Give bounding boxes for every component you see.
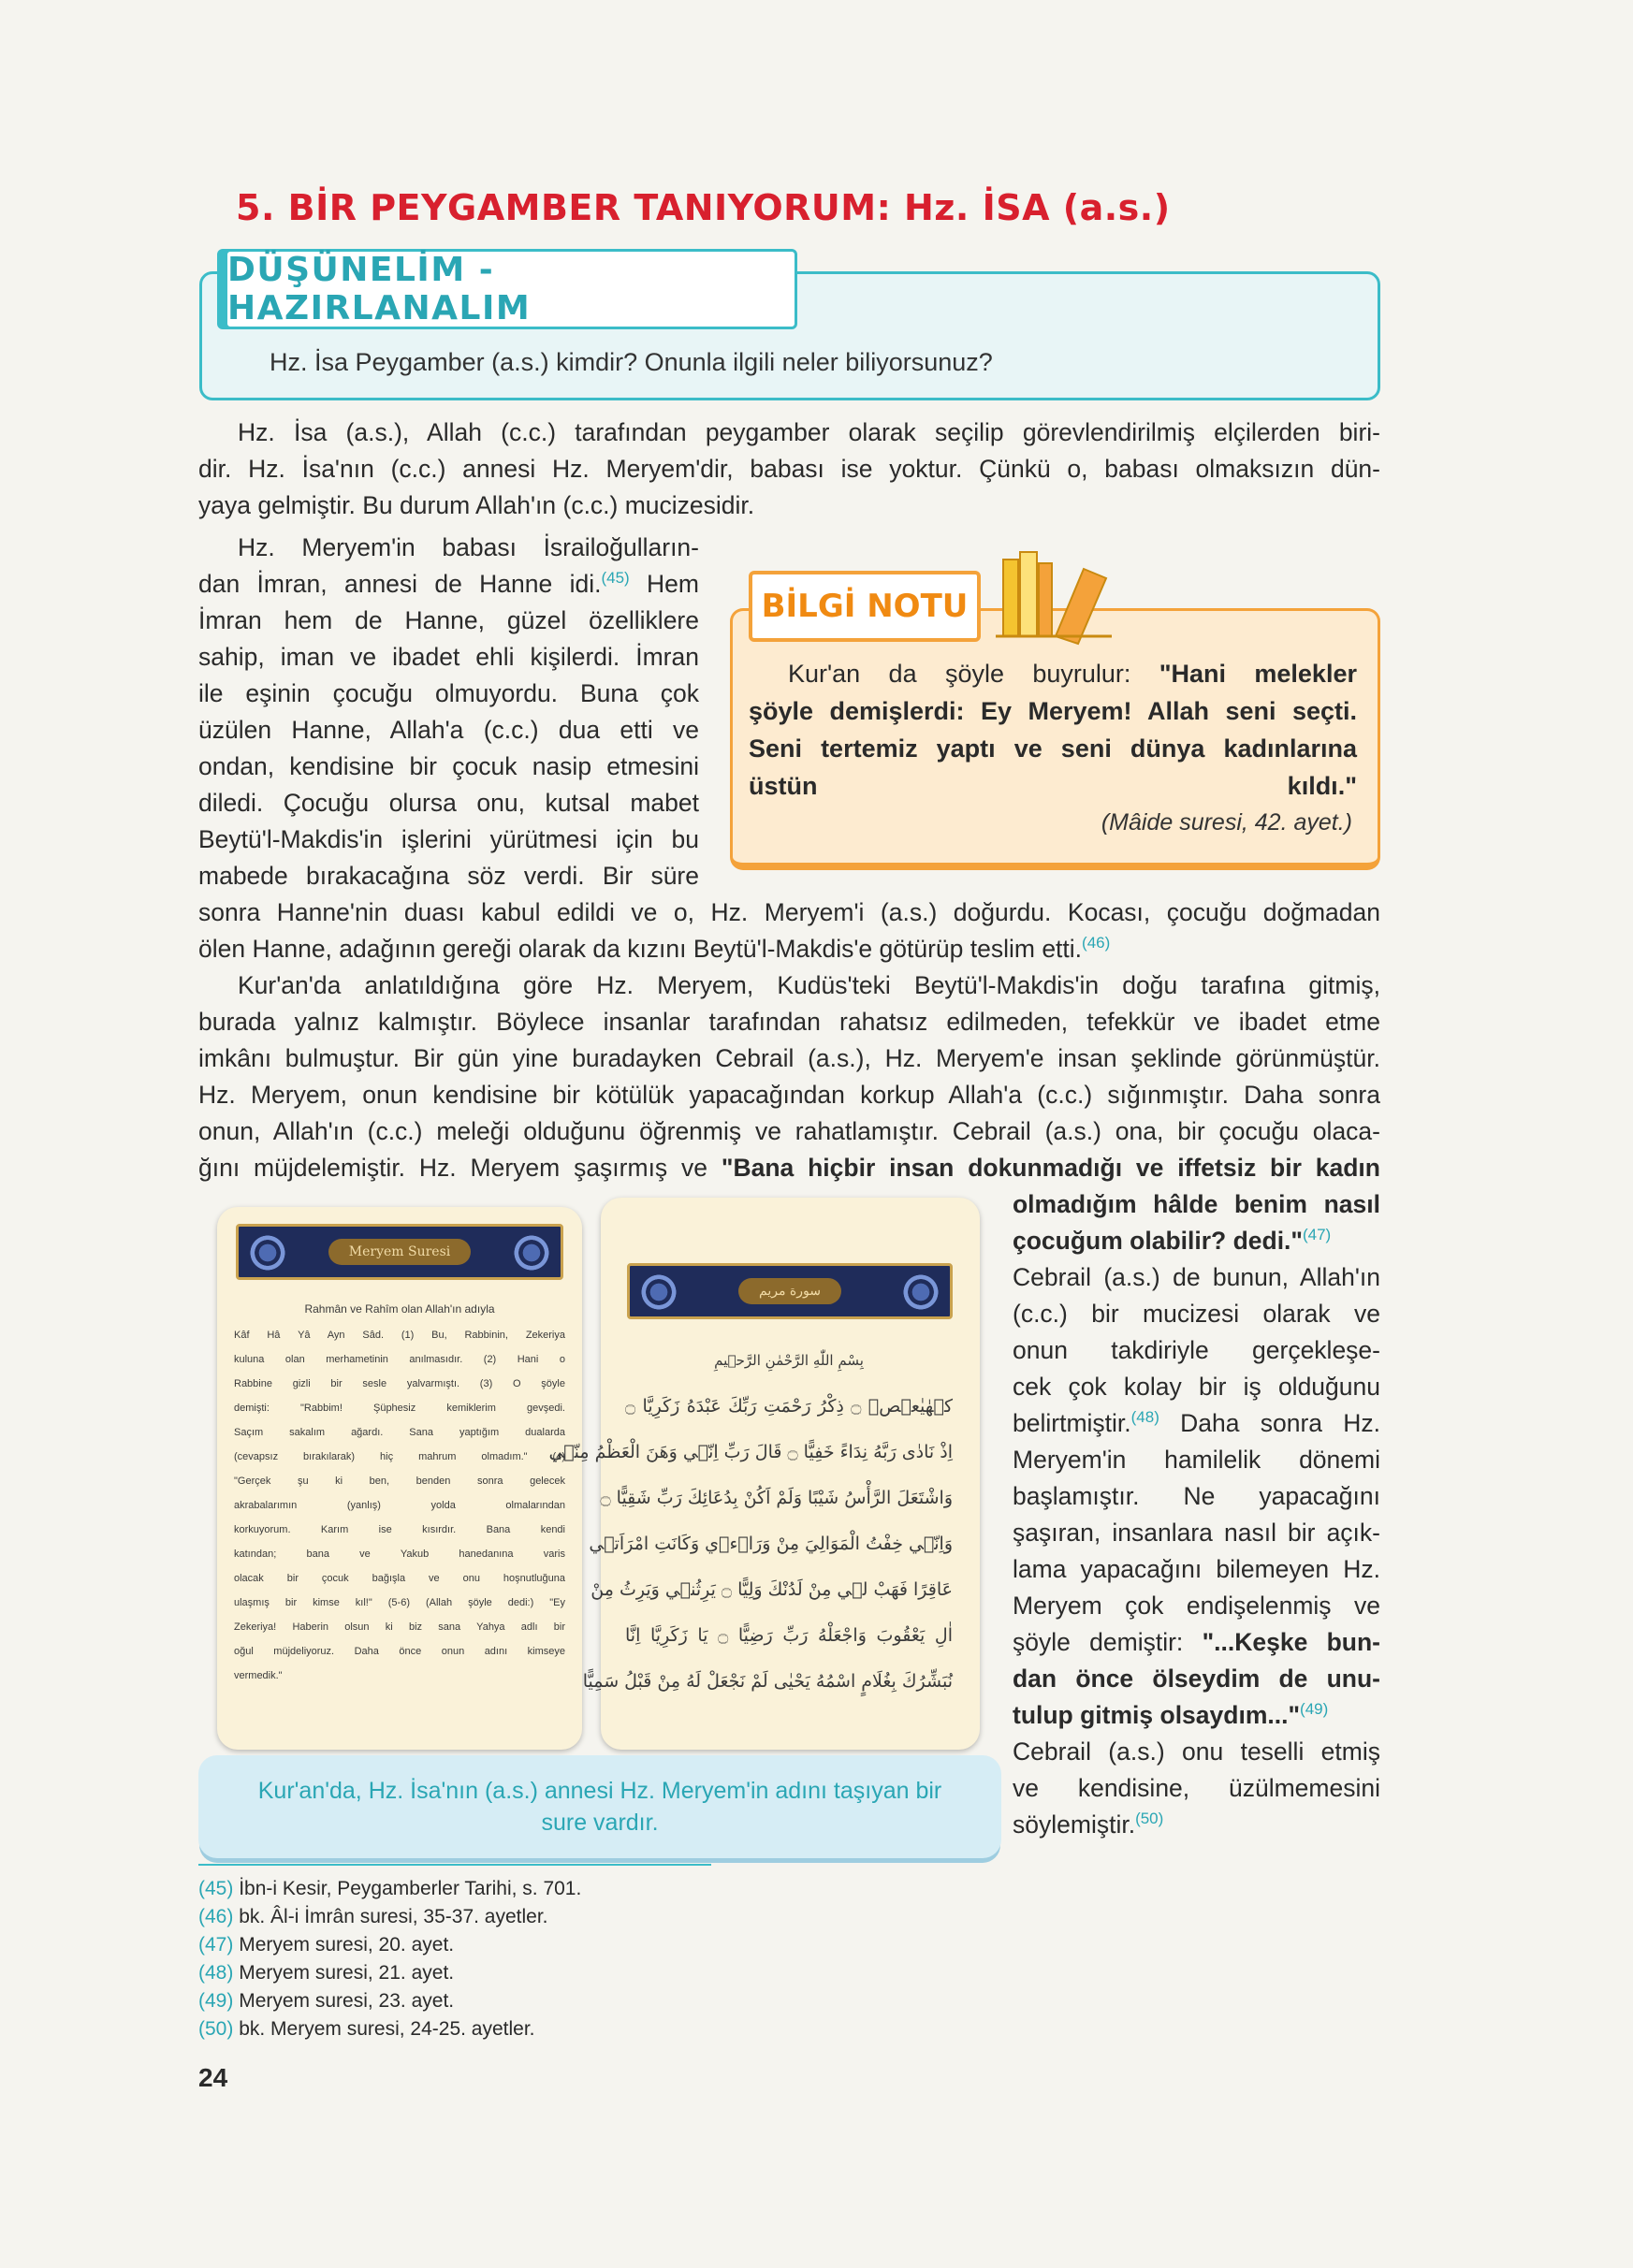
translation-line: olacak bir çocuk bağışla ve onu hoşnutluğuna bbox=[234, 1573, 565, 1584]
image-caption-text: Kur'an'da, Hz. İsa'nın (a.s.) annesi Hz. Meryem'in adını taşıyan bir sure vardır. bbox=[257, 1778, 942, 1836]
para2-line bbox=[198, 566, 699, 603]
footnote bbox=[198, 1987, 581, 2015]
para3 bbox=[198, 967, 1380, 1186]
side-line: Meryem çok endişelenmiş ve bbox=[1013, 1592, 1380, 1620]
para3-line bbox=[198, 1150, 1380, 1186]
think-header-label: DÜŞÜNELİM - HAZIRLANALIM bbox=[227, 251, 532, 327]
translation-line: ulaşmış bir kimse kıl!" (5-6) (Allah şöyle dedi:) "Ey bbox=[234, 1597, 565, 1608]
translation-line: (cevapsız bırakılarak) hiç mahrum olmadım." (4) bbox=[234, 1451, 565, 1462]
note-quote-line: şöyle demişlerdi: Ey Meryem! Allah seni seçti. bbox=[749, 697, 1357, 725]
side-line: Cebrail (a.s.) de bunun, Allah'ın bbox=[1013, 1263, 1380, 1291]
side-text: şöyle demiştir: bbox=[1013, 1628, 1184, 1656]
para3-line: burada yalnız kalmıştır. Böylece insanlar tarafından rahatsız edilmeden, tefekkür ve ibadet etme bbox=[198, 1008, 1380, 1036]
footnote-ref-45[interactable]: (45) bbox=[601, 569, 630, 588]
para2-cont-line: sonra Hanne'nin duası kabul edildi ve o, Hz. Meryem'i (a.s.) doğurdu. Kocası, çocuğu doğmadan bbox=[198, 898, 1380, 926]
intro-line: Hz. İsa (a.s.), Allah (c.c.) tarafından peygamber olarak seçilip görevlendirilmiş elçilerden biri- bbox=[238, 418, 1380, 446]
para2-line: mabede bırakacağına söz verdi. Bir süre bbox=[198, 862, 699, 890]
translation-line: kuluna olan merhametinin anılmasıdır. (2) Hani o bbox=[234, 1354, 565, 1365]
footnote bbox=[198, 1931, 581, 1959]
arabic-line: اٰلِ يَعْقُوبَ وَاجْعَلْهُ رَبِّ رَضِيًّا ۝ يَا زَكَرِيَّا اِنَّا bbox=[625, 1625, 953, 1646]
para2-line: İmran hem de Hanne, güzel özelliklere bbox=[198, 606, 699, 634]
side-line bbox=[1013, 1223, 1380, 1259]
footnote bbox=[198, 1959, 581, 1987]
para3-line-plain: ğını müjdelemiştir. Hz. Meryem şaşırmış ve bbox=[198, 1154, 708, 1182]
side-text: söylemiştir. bbox=[1013, 1810, 1136, 1839]
translation-line: akrabalarımın (yanlış) yolda olmalarından bbox=[234, 1500, 565, 1511]
arabic-line: عَاقِرًا فَهَبْ ل۪ي مِنْ لَدُنْكَ وَلِيًّا ۝ يَرِثُن۪ي وَيَرِثُ مِنْ bbox=[591, 1579, 953, 1600]
para3-line-bold: "Bana hiçbir insan dokunmadığı ve iffetsiz bir kadın bbox=[721, 1154, 1380, 1182]
footnote-text: Meryem suresi, 21. ayet. bbox=[239, 1962, 455, 1984]
side-line: Meryem'in hamilelik dönemi bbox=[1013, 1446, 1380, 1474]
note-quote-start: "Hani melekler bbox=[1159, 660, 1357, 688]
side-column bbox=[1013, 1186, 1380, 1843]
image-caption bbox=[198, 1755, 1001, 1858]
side-line: (c.c.) bir mucizesi olarak ve bbox=[1013, 1300, 1380, 1328]
translation-line: Saçım sakalım ağardı. Sana yaptığım dualarda bbox=[234, 1427, 565, 1438]
para2-line: ile eşinin çocuğu olmuyordu. Buna çok bbox=[198, 679, 699, 707]
basmala-arabic: بِسْمِ اللّٰهِ الرَّحْمٰنِ الرَّح۪يمِ bbox=[714, 1352, 864, 1369]
para2-column bbox=[198, 530, 699, 894]
translation-line: "Gerçek şu ki ben, benden sonra gelecek bbox=[234, 1476, 565, 1487]
translation-line: katından; bana ve Yakub hanedanına varis bbox=[234, 1548, 565, 1560]
footnote bbox=[198, 2015, 581, 2043]
para2-line: diledi. Çocuğu olursa onu, kutsal mabet bbox=[198, 789, 699, 817]
ornament-icon bbox=[246, 1234, 289, 1272]
para2-line-text: dan İmran, annesi de Hanne idi. bbox=[198, 570, 602, 598]
para2-cont-text: ölen Hanne, adağının gereği olarak da kızını Beytü'l-Makdis'e götürüp teslim etti. bbox=[198, 935, 1083, 963]
translation-line: korkuyorum. Karım ise kısırdır. Bana kendi bbox=[234, 1524, 565, 1535]
footnote-ref-50[interactable]: (50) bbox=[1135, 1810, 1164, 1828]
arabic-line: كۤهٰيٰعۤصۤ ۝ ذِكْرُ رَحْمَتِ رَبِّكَ عَبْدَهُ زَكَرِيَّا ۝ bbox=[625, 1396, 953, 1417]
para2-continuation bbox=[198, 894, 1380, 967]
section-title: 5. BİR PEYGAMBER TANIYORUM: Hz. İSA (a.s.) bbox=[236, 187, 1171, 228]
footnote-text: bk. Meryem suresi, 24-25. ayetler. bbox=[239, 2018, 535, 2040]
side-line bbox=[1013, 1405, 1380, 1442]
note-line bbox=[749, 692, 1357, 730]
translation-line: Rabbine gizli bir sesle yalvarmıştı. (3) O şöyle bbox=[234, 1378, 565, 1389]
page-number: 24 bbox=[198, 2063, 228, 2092]
para2-line: sahip, iman ve ibadet ehli kişilerdi. İmran bbox=[198, 643, 699, 671]
para3-line: Kur'an'da anlatıldığına göre Hz. Meryem, Kudüs'teki Beytü'l-Makdis'in doğu tarafına gitmiş, bbox=[238, 971, 1380, 999]
para2-line-after: Hem bbox=[647, 570, 699, 598]
ornament-icon bbox=[510, 1234, 553, 1272]
info-note-label bbox=[749, 571, 981, 642]
footnote-text: Meryem suresi, 20. ayet. bbox=[239, 1934, 455, 1955]
ornament-icon bbox=[899, 1273, 942, 1311]
note-quote-line: üstün kıldı." bbox=[749, 772, 1357, 800]
footnotes bbox=[198, 1875, 581, 2043]
footnote-divider bbox=[198, 1864, 711, 1866]
side-line: şaşıran, insanlara nasıl bir açık- bbox=[1013, 1519, 1380, 1547]
info-note-source: (Mâide suresi, 42. ayet.) bbox=[1101, 809, 1352, 836]
translation-line: demişti: "Rabbim! Şüphesiz kemiklerim gevşedi. bbox=[234, 1403, 565, 1414]
side-bold: olmadığım hâlde benim nasıl bbox=[1013, 1190, 1380, 1218]
intro-paragraph bbox=[198, 414, 1380, 524]
side-line bbox=[1013, 1697, 1380, 1734]
note-line bbox=[749, 730, 1357, 767]
para3-line: imkânı bulmuştur. Bir gün yine buradayken Cebrail (a.s.), Hz. Meryem'e insan şeklinde görünmüştür. bbox=[198, 1044, 1380, 1072]
side-quote: dan önce ölseydim de unu- bbox=[1013, 1665, 1380, 1693]
footnote-number: (47) bbox=[198, 1934, 234, 1955]
side-line: Cebrail (a.s.) onu teselli etmiş bbox=[1013, 1737, 1380, 1766]
para2-line: Beytü'l-Makdis'in işlerini yürütmesi için bu bbox=[198, 825, 699, 853]
arabic-line: اِذْ نَادٰى رَبَّهُ نِدَاءً خَفِيًّا ۝ قَالَ رَبِّ اِنّ۪ي وَهَنَ الْعَظْمُ مِنّ۪ي bbox=[548, 1442, 953, 1462]
arabic-line: نُبَشِّرُكَ بِغُلَامٍ اسْمُهُ يَحْيٰى لَمْ نَجْعَلْ لَهُ مِنْ قَبْلُ سَمِيًّا bbox=[582, 1671, 953, 1692]
arabic-surah-banner bbox=[627, 1263, 953, 1319]
intro-line: dir. Hz. İsa'nın (c.c.) annesi Hz. Meryem'dir, babası ise yoktur. Çünkü o, babası olmaksızın dün- bbox=[198, 455, 1380, 483]
surah-banner-title: Meryem Suresi bbox=[328, 1239, 471, 1265]
think-question: Hz. İsa Peygamber (a.s.) kimdir? Onunla ilgili neler biliyorsunuz? bbox=[270, 348, 993, 376]
footnote-text: Meryem suresi, 23. ayet. bbox=[239, 1990, 455, 2012]
arabic-line: وَاشْتَعَلَ الرَّأْسُ شَيْبًا وَلَمْ اَكُنْ بِدُعَائِكَ رَبِّ شَقِيًّا ۝ bbox=[600, 1488, 953, 1508]
translation-line: Zekeriya! Haberin olsun ki biz sana Yahya adlı bir bbox=[234, 1621, 565, 1633]
side-line: başlamıştır. Ne yapacağını bbox=[1013, 1482, 1380, 1510]
footnote-number: (46) bbox=[198, 1906, 234, 1927]
note-quote-line: Seni tertemiz yaptı ve seni dünya kadınlarına bbox=[749, 734, 1357, 763]
think-header bbox=[225, 249, 797, 329]
arabic-banner-title: سورة مريم bbox=[738, 1278, 841, 1304]
intro-line: yaya gelmiştir. Bu durum Allah'ın (c.c.) mucizesidir. bbox=[198, 491, 755, 519]
note-lead: Kur'an da şöyle buyrulur: bbox=[788, 660, 1131, 688]
footnote bbox=[198, 1903, 581, 1931]
translation-line: oğul müjdeliyoruz. Daha önce onun adını kimseye bbox=[234, 1646, 565, 1657]
footnote-text: bk. Âl-i İmrân suresi, 35-37. ayetler. bbox=[239, 1906, 548, 1927]
footnote-text: İbn-i Kesir, Peygamberler Tarihi, s. 701. bbox=[239, 1878, 582, 1899]
side-bold: çocuğum olabilir? dedi." bbox=[1013, 1227, 1303, 1255]
quran-translation-page bbox=[217, 1207, 582, 1750]
side-quote: tulup gitmiş olsaydım..." bbox=[1013, 1701, 1301, 1729]
side-quote: "...Keşke bun- bbox=[1202, 1628, 1380, 1656]
side-line: cek çok kolay bir iş olduğunu bbox=[1013, 1373, 1380, 1401]
footnote-number: (48) bbox=[198, 1962, 234, 1984]
books-icon bbox=[990, 543, 1121, 646]
info-note-text bbox=[749, 655, 1357, 805]
translation-line: vermedik." bbox=[234, 1670, 283, 1681]
para2-cont-line bbox=[198, 931, 1380, 967]
para2-line: Hz. Meryem'in babası İsrailoğulların- bbox=[238, 533, 699, 561]
side-line bbox=[1013, 1624, 1380, 1661]
side-text: belirtmiştir. bbox=[1013, 1409, 1131, 1437]
side-text: Daha sonra Hz. bbox=[1180, 1409, 1380, 1437]
note-line bbox=[749, 767, 1357, 805]
para3-line: Hz. Meryem, onun kendisine bir kötülük yapacağından korkup Allah'a (c.c.) sığınmıştır. Daha sonra bbox=[198, 1081, 1380, 1109]
note-line bbox=[749, 655, 1357, 692]
side-line bbox=[1013, 1186, 1380, 1223]
para3-line: onun, Allah'ın (c.c.) meleği olduğunu öğrenmiş ve rahatlamıştır. Cebrail (a.s.) ona, bir çocuğu olaca- bbox=[198, 1117, 1380, 1145]
para2-line: üzülen Hanne, Allah'a (c.c.) dua etti ve bbox=[198, 716, 699, 744]
footnote-number: (50) bbox=[198, 2018, 234, 2040]
info-note-label-text: BİLGİ NOTU bbox=[761, 588, 969, 625]
side-line: ve kendisine, üzülmemesini bbox=[1013, 1774, 1380, 1802]
side-line: onun takdiriyle gerçekleşe- bbox=[1013, 1336, 1380, 1364]
footnote-ref-48[interactable]: (48) bbox=[1130, 1408, 1159, 1427]
footnote-ref-47[interactable]: (47) bbox=[1302, 1226, 1332, 1244]
footnote-ref-49[interactable]: (49) bbox=[1300, 1700, 1329, 1719]
ornament-icon bbox=[637, 1273, 680, 1311]
footnote bbox=[198, 1875, 581, 1903]
footnote-ref-46[interactable]: (46) bbox=[1082, 934, 1111, 952]
side-line bbox=[1013, 1807, 1380, 1843]
arabic-text bbox=[548, 1338, 953, 1705]
arabic-line: وَاِنّ۪ي خِفْتُ الْمَوَالِيَ مِنْ وَرَاۤء۪ي وَكَانَتِ امْرَاَت۪ي bbox=[589, 1534, 953, 1554]
para2-line: ondan, kendisine bir çocuk nasip etmesini bbox=[198, 752, 699, 780]
translation-line: Kâf Hâ Yâ Ayn Sâd. (1) Bu, Rabbinin, Zekeriya bbox=[234, 1330, 565, 1341]
basmala-translation: Rahmân ve Rahîm olan Allah'ın adıyla bbox=[304, 1302, 495, 1316]
side-line bbox=[1013, 1661, 1380, 1697]
side-line: lama yapacağını bilemeyen Hz. bbox=[1013, 1555, 1380, 1583]
translation-text bbox=[234, 1297, 565, 1688]
footnote-number: (45) bbox=[198, 1878, 234, 1899]
footnote-number: (49) bbox=[198, 1990, 234, 2012]
surah-banner bbox=[236, 1224, 563, 1280]
